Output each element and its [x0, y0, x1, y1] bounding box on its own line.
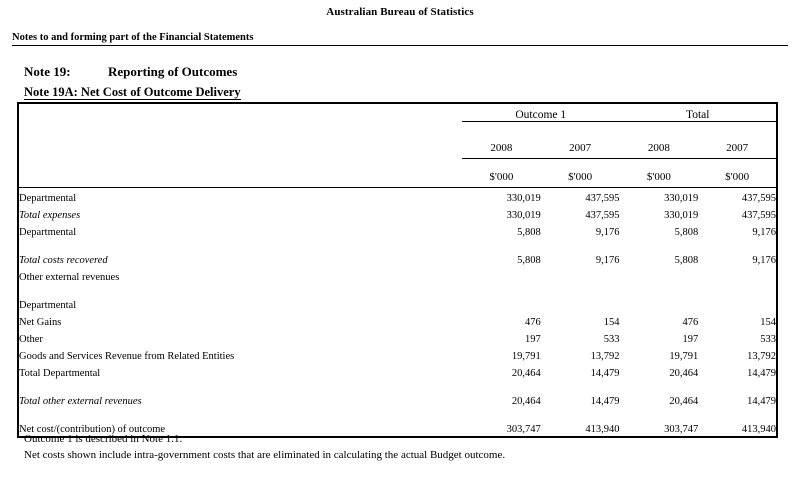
row-value-2: 14,479 [590, 396, 620, 407]
table-row [18, 329, 777, 346]
row-value-4: 533 [760, 334, 776, 345]
row-value-2: 9,176 [595, 255, 620, 266]
table-row [18, 284, 777, 312]
page-header-organisation: Australian Bureau of Statistics [326, 6, 474, 18]
row-label: Other [19, 334, 43, 345]
row-value-4: 437,595 [741, 210, 776, 221]
note-title [24, 64, 800, 80]
note-title-text: Reporting of Outcomes [108, 64, 238, 79]
row-value-3: 197 [682, 334, 699, 345]
row-value-3 [620, 267, 699, 284]
row-value-1: 19,791 [511, 351, 541, 362]
footnote-1: Outcome 1 is described in Note 1.1. [24, 433, 183, 445]
header-year-1: 2008 [462, 122, 541, 159]
table-row [18, 380, 777, 408]
row-value-2: 9,176 [595, 227, 620, 238]
row-label: Departmental [19, 300, 77, 311]
row-value-3: 20,464 [669, 396, 699, 407]
row-value-1: 476 [525, 317, 541, 328]
row-value-1: 20,464 [511, 396, 541, 407]
row-value-1: 5,808 [517, 255, 541, 266]
row-value-3: 5,808 [674, 255, 699, 266]
note-subtitle: Note 19A: Net Cost of Outcome Delivery [24, 85, 241, 99]
row-value-4: 13,792 [747, 351, 776, 362]
row-value-4 [698, 267, 777, 284]
row-value-2 [541, 284, 620, 312]
table-footnotes [24, 432, 505, 464]
header-year-3: 2008 [620, 122, 699, 159]
row-value-1: 303,747 [506, 424, 541, 435]
header-unit-1: $'000 [462, 159, 541, 188]
net-cost-of-outcome-delivery-table [17, 102, 778, 438]
row-label: Goods and Services Revenue from Related Entities [19, 351, 235, 362]
row-value-2: 13,792 [590, 351, 620, 362]
row-label: Total other external revenues [19, 396, 142, 407]
row-value-3: 20,464 [669, 368, 699, 379]
header-unit-4: $'000 [698, 159, 777, 188]
header-year-2: 2007 [541, 122, 620, 159]
row-value-3: 5,808 [674, 227, 699, 238]
row-value-2: 437,595 [585, 210, 620, 221]
row-value-4: 14,479 [747, 368, 776, 379]
row-value-2: 14,479 [590, 368, 620, 379]
table-row [18, 267, 777, 284]
table-row [18, 312, 777, 329]
row-label: Total Departmental [19, 368, 101, 379]
row-value-2: 413,940 [585, 424, 620, 435]
row-value-1 [462, 284, 541, 312]
header-group-2: Total [620, 103, 778, 122]
header-group-1: Outcome 1 [462, 103, 620, 122]
row-value-1: 197 [525, 334, 541, 345]
table-row [18, 188, 777, 206]
table-corner-cell [18, 103, 462, 188]
row-value-3 [620, 284, 699, 312]
note-heading-block [24, 64, 800, 101]
row-label: Other external revenues [19, 272, 120, 283]
row-value-1: 20,464 [511, 368, 541, 379]
row-label: Departmental [19, 193, 77, 204]
note-number: Note 19: [24, 64, 71, 79]
row-value-3: 330,019 [664, 193, 699, 204]
row-label: Net cost/(contribution) of outcome [19, 424, 166, 435]
row-value-3: 330,019 [664, 210, 699, 221]
row-value-2: 154 [603, 317, 620, 328]
row-value-2: 437,595 [585, 193, 620, 204]
row-value-4 [698, 284, 777, 312]
table-header [18, 103, 777, 188]
table-row [18, 239, 777, 267]
row-value-3: 303,747 [664, 424, 699, 435]
row-label: Departmental [19, 227, 77, 238]
row-value-3: 476 [682, 317, 699, 328]
notes-header-line: Notes to and forming part of the Financial Statements [12, 32, 788, 46]
table-row [18, 205, 777, 222]
header-year-4: 2007 [698, 122, 777, 159]
row-value-3: 19,791 [669, 351, 699, 362]
header-unit-2: $'000 [541, 159, 620, 188]
table-row [18, 346, 777, 363]
row-value-4: 14,479 [747, 396, 776, 407]
row-label: Net Gains [19, 317, 62, 328]
net-cost-table-container [17, 102, 778, 438]
row-value-4: 437,595 [741, 193, 776, 204]
row-label: Total costs recovered [19, 255, 108, 266]
row-value-2 [541, 267, 620, 284]
table-row [18, 222, 777, 239]
table-row [18, 363, 777, 380]
row-value-4: 9,176 [752, 255, 776, 266]
row-value-2: 533 [603, 334, 620, 345]
row-value-4: 9,176 [752, 227, 776, 238]
footnote-2: Net costs shown include intra-government costs that are eliminated in calculating the actual Budget outcome. [24, 448, 506, 461]
row-value-1: 5,808 [517, 227, 541, 238]
table-body [18, 188, 777, 438]
row-value-1: 330,019 [506, 193, 541, 204]
header-unit-3: $'000 [620, 159, 699, 188]
row-value-1 [462, 267, 541, 284]
row-label: Total expenses [19, 210, 81, 221]
row-value-4: 413,940 [741, 424, 776, 435]
header-row-groups [18, 103, 777, 122]
row-value-4: 154 [760, 317, 776, 328]
row-value-1: 330,019 [506, 210, 541, 221]
